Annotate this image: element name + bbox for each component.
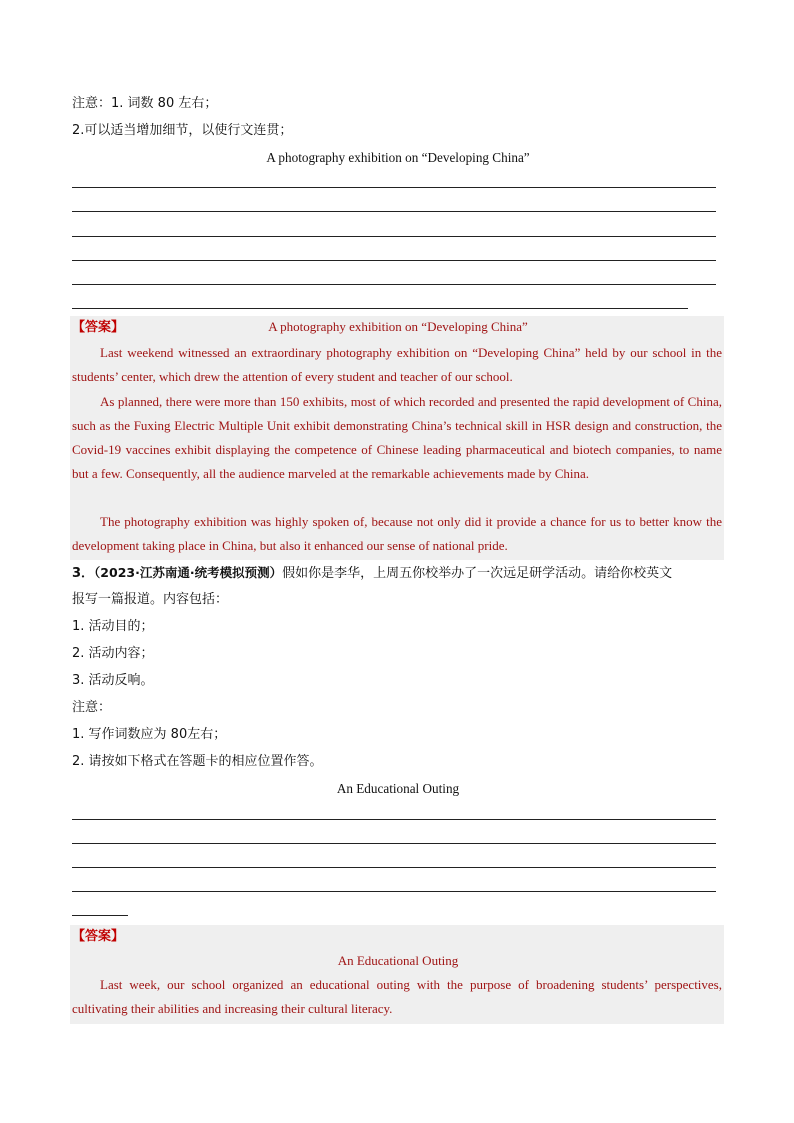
question-text: 假如你是李华，上周五你校举办了一次远足研学活动。请给你校英文	[282, 566, 673, 581]
question-source: （2023·江苏南通·统考模拟预测）	[94, 565, 283, 580]
writing-line[interactable]	[72, 260, 716, 261]
writing-line[interactable]	[72, 284, 716, 285]
q2-essay-title: A photography exhibition on “Developing China”	[266, 150, 530, 165]
writing-line[interactable]	[72, 236, 716, 237]
answer-paragraph: Last weekend witnessed an extraordinary photography exhibition on “Developing China” held by our school in the students’ center, which drew the attention of every student and teacher of our school.	[72, 345, 722, 384]
answer-label: 【答案】	[72, 320, 125, 335]
q3-note-label: 注意：	[72, 700, 112, 715]
writing-line[interactable]	[72, 187, 716, 188]
q3-prompt	[72, 564, 724, 583]
writing-line[interactable]	[72, 867, 716, 868]
writing-line[interactable]	[72, 915, 128, 916]
writing-line[interactable]	[72, 819, 716, 820]
writing-line[interactable]	[72, 843, 716, 844]
writing-line[interactable]	[72, 308, 688, 309]
q3-note-1: 1. 写作词数应为 80左右；	[72, 727, 227, 742]
writing-line[interactable]	[72, 891, 716, 892]
q3-prompt-line-2: 报写一篇报道。内容包括：	[72, 592, 229, 607]
q3-item-2: 2. 活动内容；	[72, 646, 154, 661]
q3-item-3: 3. 活动反响。	[72, 673, 154, 688]
answer-tag-q3	[72, 927, 124, 946]
answer-paragraph: The photography exhibition was highly spoken of, because not only did it provide a chance for us to better know the development taking place in China, but also it enhanced our sense of national pride.	[72, 514, 722, 553]
q2-note-2: 2.可以适当增加细节，以使行文连贯；	[72, 123, 293, 138]
q3-note-2: 2. 请按如下格式在答题卡的相应位置作答。	[72, 754, 323, 769]
q2-note-1: 注意：1. 词数 80 左右；	[72, 96, 218, 111]
answer-title-q2: A photography exhibition on “Developing China”	[268, 319, 528, 334]
writing-line[interactable]	[72, 211, 716, 212]
answer-label: 【答案】	[72, 929, 125, 944]
answer-title-q3: An Educational Outing	[337, 953, 459, 968]
q3-item-1: 1. 活动目的；	[72, 619, 154, 634]
answer-paragraph: As planned, there were more than 150 exhibits, most of which recorded and presented the rapid development of China, such as the Fuxing Electric Multiple Unit exhibit demonstrating China’s technical skill in HSR design and construction, the Covid-19 vaccines exhibit displaying the competence of Chinese leading pharmaceutical and biotech companies, to name but a few. Consequently, all the audience marveled at the remarkable achievements made by China.	[72, 394, 722, 481]
answer-paragraph: Last week, our school organized an educational outing with the purpose of broadening students’ perspectives, cultivating their abilities and increasing their cultural literacy.	[72, 977, 722, 1016]
question-number: 3．	[72, 566, 95, 581]
q3-essay-title: An Educational Outing	[336, 781, 460, 796]
